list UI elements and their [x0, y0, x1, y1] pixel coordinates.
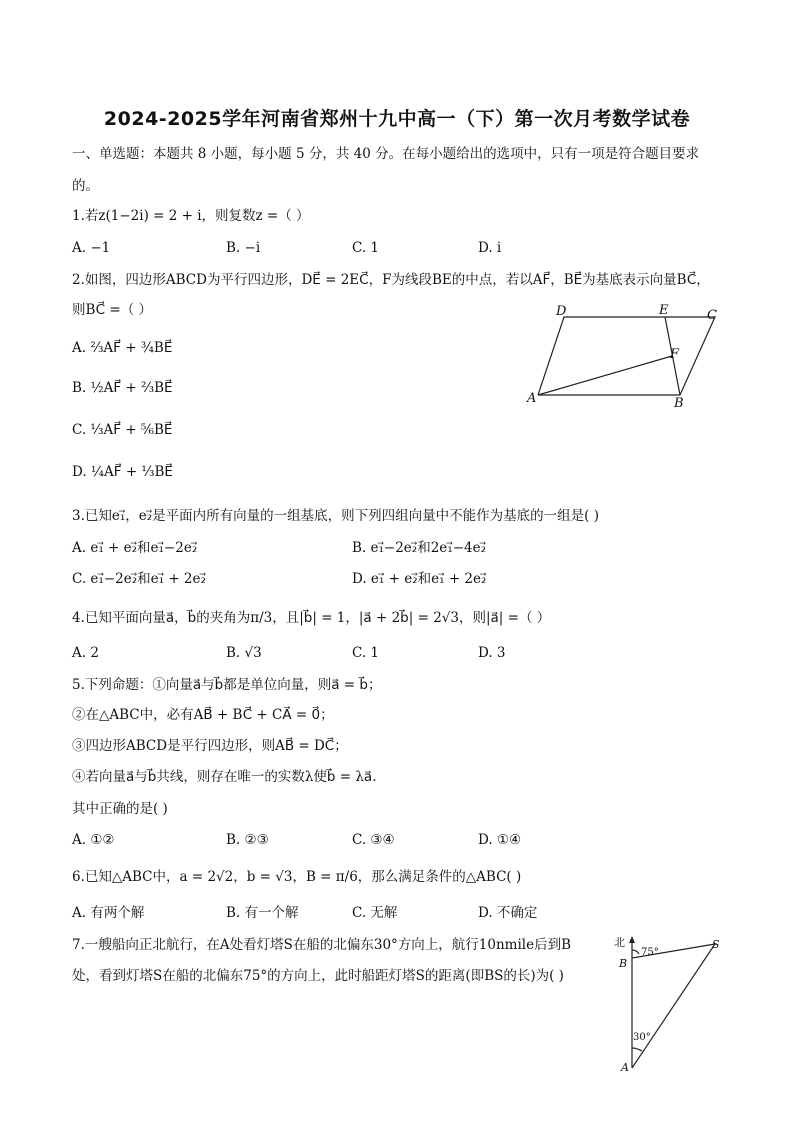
q6-stem: 6.已知△ABC中，a = 2√2，b = √3，B = π/6，那么满足条件的△ABC( )	[72, 869, 522, 885]
q3-option-a: A. e₁⃗ + e₂⃗和e₁⃗−2e₂⃗	[72, 540, 198, 556]
q7-label-b: B	[619, 957, 628, 970]
q2-option-b: B. ½AF⃗ + ⅔BE⃗	[72, 380, 173, 396]
q5-option-c: C. ③④	[352, 832, 395, 848]
q1-option-d: D. i	[478, 240, 502, 256]
q5-statement-2: ②在△ABC中，必有AB⃗ + BC⃗ + CA⃗ = 0⃗；	[72, 707, 334, 723]
q2-label-e: E	[659, 303, 669, 318]
section-heading-cont: 的。	[72, 178, 99, 194]
q7-label-30: 30°	[633, 1032, 651, 1043]
q2-label-b: B	[674, 396, 684, 411]
q2-option-c: C. ⅓AF⃗ + ⅚BE⃗	[72, 422, 173, 438]
q3-option-d: D. e₁⃗ + e₂⃗和e₁⃗ + 2e₂⃗	[352, 571, 487, 587]
q7-label-75: 75°	[641, 947, 659, 958]
q4-option-d: D. 3	[478, 645, 506, 661]
q3-option-b: B. e₁⃗−2e₂⃗和2e₁⃗−4e₂⃗	[352, 540, 486, 556]
q2-option-a: A. ⅔AF⃗ + ¾BE⃗	[72, 340, 173, 356]
q6-option-d: D. 不确定	[478, 905, 538, 921]
q6-option-b: B. 有一个解	[226, 905, 299, 921]
q2-label-d: D	[556, 304, 567, 319]
q1-option-a: A. −1	[72, 240, 111, 256]
q4-option-a: A. 2	[72, 645, 99, 661]
q2-option-d: D. ¼AF⃗ + ⅓BE⃗	[72, 464, 173, 480]
q2-label-f: F	[670, 347, 680, 362]
section-heading: 一、单选题：本题共 8 小题，每小题 5 分，共 40 分。在每小题给出的选项中，只有一项是符合题目要求	[72, 146, 700, 162]
q2-stem: 2.如图，四边形ABCD为平行四边形，DE⃗ = 2EC⃗，F为线段BE的中点，若以AF⃗，BE⃗为基底表示向量BC⃗，	[72, 272, 710, 288]
q5-option-d: D. ①④	[478, 832, 522, 848]
q1-stem: 1.若z(1−2i) = 2 + i，则复数z =（ ）	[72, 208, 310, 224]
q5-question: 其中正确的是( )	[72, 801, 168, 817]
q5-statement-4: ④若向量a⃗与b⃗共线，则存在唯一的实数λ使b⃗ = λa⃗.	[72, 769, 377, 785]
q6-option-a: A. 有两个解	[72, 905, 145, 921]
q7-label-a: A	[621, 1061, 629, 1074]
q7-stem: 7.一艘船向正北航行，在A处看灯塔S在船的北偏东30°方向上，航行10nmile后到B	[72, 937, 572, 953]
q7-stem-cont: 处，看到灯塔S在船的北偏东75°的方向上，此时船距灯塔S的距离(即BS的长)为( )	[72, 968, 564, 984]
q6-option-c: C. 无解	[352, 905, 398, 921]
q7-lighthouse-figure	[605, 930, 730, 1075]
north-arrow-icon	[629, 936, 635, 943]
q7-label-s: S	[712, 938, 720, 951]
q4-option-b: B. √3	[226, 645, 262, 661]
q2-label-a: A	[527, 391, 537, 406]
q3-option-c: C. e₁⃗−2e₂⃗和e₁⃗ + 2e₂⃗	[72, 571, 206, 587]
q5-option-a: A. ①②	[72, 832, 115, 848]
exam-title: 2024-2025学年河南省郑州十九中高一（下）第一次月考数学试卷	[103, 108, 691, 130]
q5-statement-3: ③四边形ABCD是平行四边形，则AB⃗ = DC⃗；	[72, 738, 348, 754]
q4-stem: 4.已知平面向量a⃗，b⃗的夹角为π/3，且|b⃗| = 1，|a⃗ + 2b⃗| = 2√3，则|a⃗| =（ ）	[72, 610, 551, 626]
q7-label-north: 北	[614, 936, 625, 949]
q4-option-c: C. 1	[352, 645, 380, 661]
q5-stem: 5.下列命题：①向量a⃗与b⃗都是单位向量，则a⃗ = b⃗；	[72, 677, 382, 693]
q3-stem: 3.已知e₁⃗，e₂⃗是平面内所有向量的一组基底，则下列四组向量中不能作为基底的一组是( )	[72, 508, 600, 524]
q2-label-c: C	[707, 308, 717, 323]
q2-stem-cont: 则BC⃗ =（ ）	[72, 302, 152, 318]
q2-parallelogram-figure	[520, 300, 730, 415]
q1-option-b: B. −i	[226, 240, 261, 256]
q5-option-b: B. ②③	[226, 832, 269, 848]
q1-option-c: C. 1	[352, 240, 380, 256]
